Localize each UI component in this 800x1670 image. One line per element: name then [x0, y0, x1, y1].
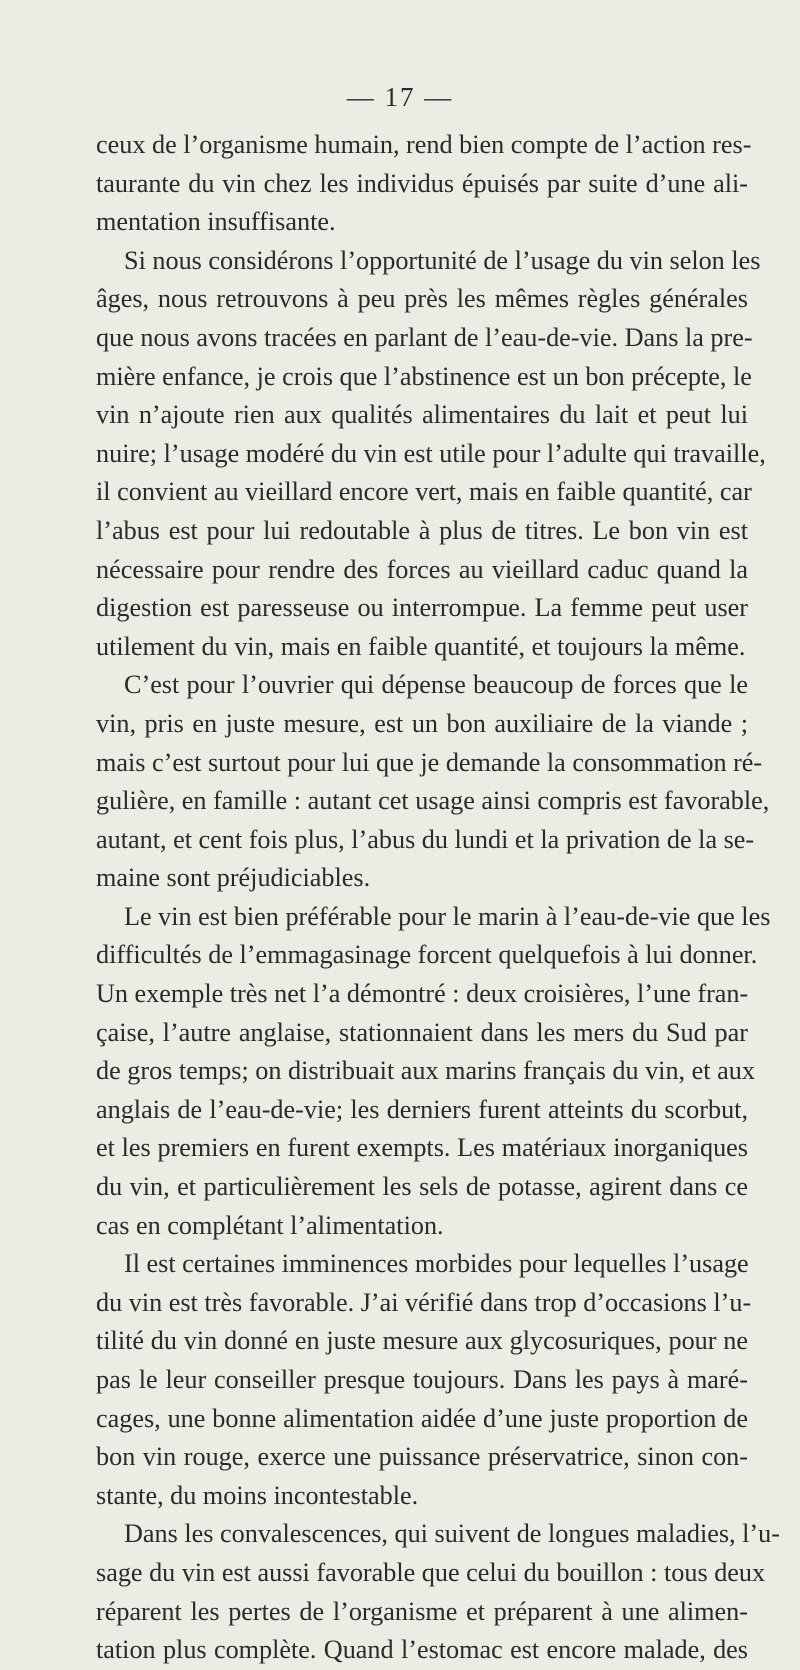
text-line: cas en complétant l’alimentation.	[96, 1210, 444, 1240]
text-line: mentation insuffisante.	[96, 207, 336, 237]
text-line: âges, nous retrouvons à peu près les mêmes règles générales	[96, 284, 748, 314]
text-line: tation plus complète. Quand l’estomac est encore malade, des	[96, 1635, 748, 1665]
text-line: sage du vin est aussi favorable que celui du bouillon : tous deux	[96, 1557, 766, 1587]
paragraph	[96, 242, 766, 667]
paragraph	[96, 666, 770, 898]
text-line: gulière, en famille : autant cet usage ainsi compris est favorable,	[96, 786, 770, 816]
text-line: nuire; l’usage modéré du vin est utile pour l’adulte qui travaille,	[96, 438, 766, 468]
text-line: autant, et cent fois plus, l’abus du lundi et la privation de la se-	[96, 824, 755, 854]
page-number: — 17 —	[346, 82, 454, 112]
text-line: il convient au vieillard encore vert, mais en faible quantité, car	[96, 477, 752, 507]
paragraph	[96, 898, 771, 1245]
text-line: nécessaire pour rendre des forces au vieillard caduc quand la	[96, 554, 748, 584]
paragraph	[96, 126, 752, 242]
text-line: du vin est très favorable. J’ai vérifié dans trop d’occasions l’u-	[96, 1287, 752, 1317]
text-line: taurante du vin chez les individus épuisés par suite d’une ali-	[96, 168, 748, 198]
text-line: utilement du vin, mais en faible quantité, et toujours la même.	[96, 631, 746, 661]
text-line: bon vin rouge, exerce une puissance préservatrice, sinon con-	[96, 1442, 748, 1472]
text-line: mais c’est surtout pour lui que je demande la consommation ré-	[96, 747, 763, 777]
text-line: de gros temps; on distribuait aux marins français du vin, et aux	[96, 1056, 755, 1086]
text-line: anglais de l’eau-de-vie; les derniers furent atteints du scorbut,	[96, 1094, 748, 1124]
text-line: ceux de l’organisme humain, rend bien compte de l’action res-	[96, 130, 752, 159]
text-line: stante, du moins incontestable.	[96, 1480, 419, 1510]
text-line: cages, une bonne alimentation aidée d’une juste proportion de	[96, 1403, 748, 1433]
text-line: du vin, et particulièrement les sels de potasse, agirent dans ce	[96, 1172, 748, 1202]
text-line: et les premiers en furent exempts. Les matériaux inorganiques	[96, 1133, 748, 1163]
text-line: Le vin est bien préférable pour le marin à l’eau-de-vie que les	[124, 901, 771, 931]
text-line: pas le leur conseiller presque toujours. Dans les pays à maré-	[96, 1365, 748, 1394]
text-line: réparent les pertes de l’organisme et préparent à une alimen-	[96, 1596, 748, 1626]
text-line: Si nous considérons l’opportunité de l’usage du vin selon les	[124, 245, 761, 275]
text-line: difficultés de l’emmagasinage forcent quelquefois à lui donner.	[96, 940, 758, 970]
text-line: vin n’ajoute rien aux qualités alimentaires du lait et peut lui	[96, 400, 748, 430]
text-line: l’abus est pour lui redoutable à plus de titres. Le bon vin est	[96, 515, 748, 545]
text-line: vin, pris en juste mesure, est un bon auxiliaire de la viande ;	[96, 708, 748, 738]
text-line: C’est pour l’ouvrier qui dépense beaucoup de forces que le	[124, 670, 748, 700]
text-line: digestion est paresseuse ou interrompue. La femme peut user	[96, 593, 748, 623]
text-line: çaise, l’autre anglaise, stationnaient dans les mers du Sud par	[96, 1017, 748, 1047]
text-line: Dans les convalescences, qui suivent de longues maladies, l’u-	[124, 1519, 780, 1549]
text-line: Un exemple très net l’a démontré : deux croisières, l’une fran-	[96, 979, 749, 1009]
text-line: tilité du vin donné en juste mesure aux glycosuriques, pour ne	[96, 1326, 748, 1356]
text-line: Il est certaines imminences morbides pour lequelles l’usage	[124, 1249, 749, 1279]
body-text	[96, 126, 780, 1670]
text-line: mière enfance, je crois que l’abstinence est un bon précepte, le	[96, 361, 752, 391]
paragraph	[96, 1245, 752, 1515]
text-line: que nous avons tracées en parlant de l’eau-de-vie. Dans la pre-	[96, 322, 753, 352]
text-line: maine sont préjudiciables.	[96, 863, 371, 893]
paragraph	[96, 1515, 780, 1669]
